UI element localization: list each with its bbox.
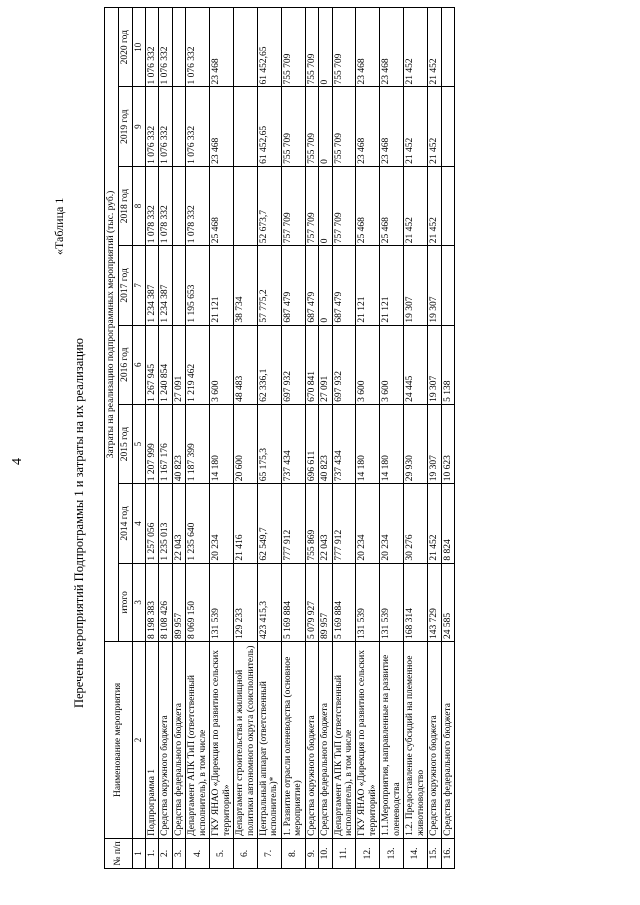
column-index: 3 [133,563,146,641]
column-index: 2 [133,641,146,838]
row-value: 1 076 332 [146,8,159,87]
row-value: 14 180 [380,404,404,483]
row-total: 8 198 383 [146,563,159,641]
row-value: 755 709 [332,8,356,87]
table-row [281,8,305,869]
row-value: 20 234 [210,484,234,563]
row-value: 0 [319,166,332,245]
row-value: 24 445 [404,325,428,404]
row-value: 23 468 [356,8,380,87]
row-value: 0 [319,87,332,166]
column-index: 8 [133,166,146,245]
row-value: 737 434 [332,404,356,483]
row-value: 20 600 [234,404,258,483]
row-value: 23 468 [380,87,404,166]
row-number: 1. [146,838,159,868]
row-value: 14 180 [356,404,380,483]
row-value: 1 257 056 [146,484,159,563]
table-row [172,8,185,869]
row-value: 40 823 [319,404,332,483]
row-value: 21 121 [380,246,404,325]
row-value: 1 076 332 [159,87,172,166]
row-value: 1 234 387 [146,246,159,325]
row-value: 25 468 [356,166,380,245]
column-index: 5 [133,404,146,483]
row-total: 131 539 [356,563,380,641]
row-number: 14. [404,838,428,868]
row-value: 21 452 [428,87,441,166]
header-year: 2019 год [119,87,133,166]
row-value: 48 483 [234,325,258,404]
row-value: 23 468 [356,87,380,166]
row-value: 8 824 [441,484,454,563]
row-name: Средства федерального бюджета [172,641,185,838]
row-value [172,8,185,87]
row-value: 19 307 [428,325,441,404]
row-value: 52 673,7 [257,166,281,245]
header-year: 2020 год [119,8,133,87]
row-value: 30 276 [404,484,428,563]
row-number: 7. [257,838,281,868]
row-name: Средства федерального бюджета [441,641,454,838]
column-index: 7 [133,246,146,325]
row-name: Средства окружного бюджета [159,641,172,838]
header-year: 2014 год [119,484,133,563]
row-value: 57 775,2 [257,246,281,325]
row-value: 19 307 [428,404,441,483]
row-value: 21 416 [234,484,258,563]
row-value: 687 479 [305,246,318,325]
row-value: 25 468 [380,166,404,245]
row-value: 1 235 013 [159,484,172,563]
row-number: 12. [356,838,380,868]
row-number: 15. [428,838,441,868]
row-name: Центральный аппарат (ответственный исполнитель)* [257,641,281,838]
row-number: 4. [186,838,210,868]
column-index: 9 [133,87,146,166]
row-value: 777 912 [281,484,305,563]
row-value: 21 452 [428,166,441,245]
row-value: 696 611 [305,404,318,483]
row-value: 0 [319,246,332,325]
row-value: 23 468 [380,8,404,87]
table-row [428,8,441,869]
row-value: 1 167 176 [159,404,172,483]
row-name: Средства федерального бюджета [319,641,332,838]
row-number: 6. [234,838,258,868]
row-value: 22 043 [172,484,185,563]
header-year: 2018 год [119,166,133,245]
row-value: 1 195 653 [186,246,210,325]
row-value: 21 452 [428,8,441,87]
row-number: 10. [319,838,332,868]
row-value: 21 452 [404,87,428,166]
row-value: 757 709 [281,166,305,245]
row-value: 755 869 [305,484,318,563]
header-year: 2016 год [119,325,133,404]
row-number: 3. [172,838,185,868]
table-row [186,8,210,869]
header-num: № п/п [105,838,133,868]
row-value: 20 234 [380,484,404,563]
row-name: Департамент АПК ТиП (ответственный исполнитель), в том числе [186,641,210,838]
row-value: 27 091 [319,325,332,404]
row-value: 21 452 [428,484,441,563]
row-total: 89 957 [172,563,185,641]
row-value: 1 235 640 [186,484,210,563]
table-row [404,8,428,869]
row-name: Подпрограмма 1 [146,641,159,838]
column-index-row [133,8,146,869]
row-total: 168 314 [404,563,428,641]
row-value: 755 709 [305,87,318,166]
row-value: 21 121 [210,246,234,325]
table-row [159,8,172,869]
row-value: 757 709 [305,166,318,245]
table-row [380,8,404,869]
table-row [305,8,318,869]
row-value [441,8,454,87]
row-name: Департамент строительства и жилищной политики автономного округа (соисполнитель) [234,641,258,838]
row-value: 755 709 [281,87,305,166]
row-value: 1 076 332 [159,8,172,87]
row-name: Средства окружного бюджета [428,641,441,838]
row-value: 10 623 [441,404,454,483]
row-value: 38 734 [234,246,258,325]
column-index: 1 [133,838,146,868]
row-value: 1 207 999 [146,404,159,483]
row-total: 89 957 [319,563,332,641]
row-total: 24 585 [441,563,454,641]
row-value: 20 234 [356,484,380,563]
row-value [234,87,258,166]
row-number: 8. [281,838,305,868]
row-total: 129 233 [234,563,258,641]
row-value: 737 434 [281,404,305,483]
row-value: 755 709 [281,8,305,87]
row-value: 1 267 945 [146,325,159,404]
row-total: 5 169 884 [281,563,305,641]
table-row [234,8,258,869]
row-name: 1.2. Предоставление субсидий на племенное животноводство [404,641,428,838]
row-value: 755 709 [332,87,356,166]
row-total: 5 169 884 [332,563,356,641]
row-value: 40 823 [172,404,185,483]
row-value: 1 078 332 [146,166,159,245]
program-cost-table [104,7,455,869]
row-number: 9. [305,838,318,868]
table-caption: «Таблица 1 [52,197,66,255]
row-value: 21 452 [404,166,428,245]
table-header-row [105,8,119,869]
table-row [146,8,159,869]
row-value: 777 912 [332,484,356,563]
row-number: 5. [210,838,234,868]
row-number: 16. [441,838,454,868]
table-row [332,8,356,869]
row-value: 19 307 [428,246,441,325]
row-value: 1 076 332 [186,8,210,87]
row-total: 8 069 150 [186,563,210,641]
row-value: 687 479 [281,246,305,325]
row-value: 62 336,1 [257,325,281,404]
row-name: Департамент АПК ТиП (ответственный исполнитель), в том числе [332,641,356,838]
row-value [172,166,185,245]
row-value: 3 600 [356,325,380,404]
row-value: 3 600 [380,325,404,404]
page-number: 4 [10,458,25,465]
row-total: 8 108 426 [159,563,172,641]
table-body [105,8,455,869]
row-value: 65 175,3 [257,404,281,483]
row-name: 1. Развитие отрасли оленеводства (основное мероприятие) [281,641,305,838]
row-total: 131 539 [380,563,404,641]
row-value: 61 452,65 [257,87,281,166]
row-value: 25 468 [210,166,234,245]
row-value: 1 078 332 [186,166,210,245]
row-value: 697 932 [281,325,305,404]
column-index: 6 [133,325,146,404]
document-title: Перечень мероприятий Подпрограммы 1 и затраты на их реализацию [72,337,86,709]
row-value [441,246,454,325]
row-total: 143 729 [428,563,441,641]
table-row [356,8,380,869]
row-name: ГКУ ЯНАО «Дирекция по развитию сельских территорий» [210,641,234,838]
row-name: Средства окружного бюджета [305,641,318,838]
row-value: 22 043 [319,484,332,563]
row-value: 27 091 [172,325,185,404]
row-value [172,246,185,325]
row-name: 1.1.Мероприятия, направленные на развитие оленеводства [380,641,404,838]
row-value: 1 187 399 [186,404,210,483]
column-index: 10 [133,8,146,87]
table-row [210,8,234,869]
row-value: 23 468 [210,87,234,166]
row-value: 14 180 [210,404,234,483]
row-value: 670 841 [305,325,318,404]
row-value: 1 076 332 [186,87,210,166]
row-number: 2. [159,838,172,868]
row-total: 131 539 [210,563,234,641]
row-number: 11. [332,838,356,868]
header-name: Наименование мероприятия [105,641,133,838]
row-value: 23 468 [210,8,234,87]
row-value: 62 549,7 [257,484,281,563]
header-total: итого [119,563,133,641]
row-value: 757 709 [332,166,356,245]
header-year: 2015 год [119,404,133,483]
row-value: 29 930 [404,404,428,483]
row-value: 21 452 [404,8,428,87]
row-value: 687 479 [332,246,356,325]
row-total: 5 079 927 [305,563,318,641]
row-value: 1 076 332 [146,87,159,166]
row-total: 423 415,3 [257,563,281,641]
row-value [441,87,454,166]
row-value: 697 932 [332,325,356,404]
row-value [441,166,454,245]
row-value: 1 240 854 [159,325,172,404]
row-value [172,87,185,166]
row-value [234,166,258,245]
table-row [319,8,332,869]
row-value: 61 452,65 [257,8,281,87]
header-costs: Затраты на реализацию подпрограммных мероприятий (тыс. руб.) [105,8,119,642]
row-name: ГКУ ЯНАО «Дирекция по развитию сельских территорий» [356,641,380,838]
row-value: 1 219 462 [186,325,210,404]
row-number: 13. [380,838,404,868]
row-value: 0 [319,8,332,87]
row-value: 755 709 [305,8,318,87]
row-value: 1 234 387 [159,246,172,325]
table-row [441,8,454,869]
header-year: 2017 год [119,246,133,325]
row-value: 5 138 [441,325,454,404]
row-value: 3 600 [210,325,234,404]
row-value [234,8,258,87]
table-row [257,8,281,869]
row-value: 1 078 332 [159,166,172,245]
column-index: 4 [133,484,146,563]
row-value: 21 121 [356,246,380,325]
row-value: 19 307 [404,246,428,325]
